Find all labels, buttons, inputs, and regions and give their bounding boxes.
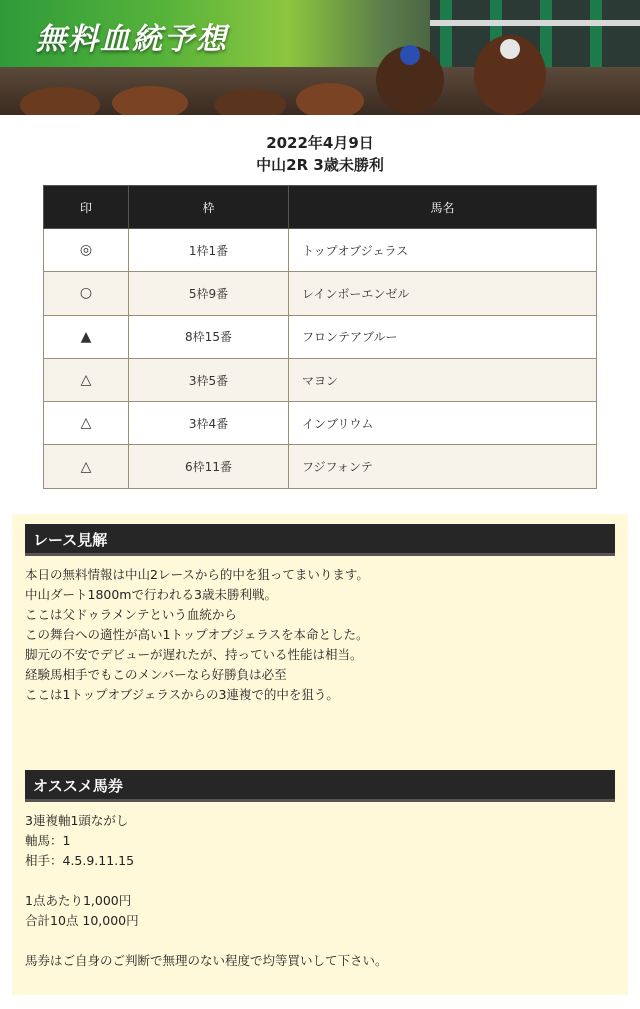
analysis-line: 脚元の不安でデビューが遅れたが、持っている性能は相当。 — [25, 647, 363, 662]
analysis-line: 経験馬相手でもこのメンバーなら好勝負は必至 — [25, 667, 287, 682]
row-waku: 5枠9番 — [129, 272, 289, 315]
banner-title: 無料血統予想 — [36, 22, 228, 57]
ticket-section — [12, 770, 628, 971]
header-waku: 枠 — [129, 186, 289, 229]
header-horse: 馬名 — [289, 186, 597, 229]
ticket-axis: 軸馬：1 — [25, 833, 71, 848]
row-waku: 6枠11番 — [129, 445, 289, 488]
row-waku: 3枠4番 — [129, 402, 289, 445]
ticket-body — [12, 802, 628, 971]
ticket-partners: 相手：4.5.9.11.15 — [25, 853, 135, 868]
row-mark: △ — [44, 402, 129, 445]
analysis-line: この舞台への適性が高い1トップオブジェラスを本命とした。 — [25, 627, 369, 642]
analysis-line: ここは父ドゥラメンテという血統から — [25, 607, 237, 622]
analysis-line: 本日の無料情報は中山2レースから的中を狙ってまいります。 — [25, 567, 369, 582]
analysis-line: 中山ダート1800mで行われる3歳未勝利戦。 — [25, 587, 277, 602]
table-row — [44, 315, 597, 358]
info-panel — [12, 514, 628, 995]
row-mark: ▲ — [44, 315, 129, 358]
race-date: 2022年4月9日 — [266, 134, 374, 152]
row-waku: 8枠15番 — [129, 315, 289, 358]
spacer — [25, 871, 615, 891]
table-row — [44, 402, 597, 445]
analysis-section — [12, 524, 628, 705]
table-row — [44, 445, 597, 488]
analysis-body — [12, 556, 628, 705]
race-name: 中山2R 3歳未勝利 — [256, 156, 384, 174]
table-row — [44, 229, 597, 272]
race-header — [0, 132, 640, 176]
spacer — [25, 931, 615, 951]
ticket-heading: オススメ馬券 — [25, 770, 615, 802]
row-waku: 3枠5番 — [129, 358, 289, 401]
row-horse: トップオブジェラス — [289, 229, 597, 272]
row-horse: インブリウム — [289, 402, 597, 445]
ticket-type: 3連複軸1頭ながし — [25, 813, 129, 828]
row-horse: マヨン — [289, 358, 597, 401]
prediction-table — [43, 185, 597, 489]
ticket-note: 馬券はご自身のご判断で無理のない程度で均等買いして下さい。 — [25, 953, 388, 968]
table-row — [44, 358, 597, 401]
table-header-row — [44, 186, 597, 229]
row-mark: △ — [44, 358, 129, 401]
row-horse: レインボーエンゼル — [289, 272, 597, 315]
row-horse: フジフォンテ — [289, 445, 597, 488]
analysis-heading: レース見解 — [25, 524, 615, 556]
ticket-total: 合計10点 10,000円 — [25, 913, 139, 928]
row-waku: 1枠1番 — [129, 229, 289, 272]
table-row — [44, 272, 597, 315]
row-horse: フロンテアブルー — [289, 315, 597, 358]
ticket-per-point: 1点あたり1,000円 — [25, 893, 132, 908]
header-mark: 印 — [44, 186, 129, 229]
row-mark: ○ — [44, 272, 129, 315]
header-banner — [0, 0, 640, 115]
row-mark: △ — [44, 445, 129, 488]
analysis-line: ここは1トップオブジェラスからの3連複で的中を狙う。 — [25, 687, 339, 702]
row-mark: ◎ — [44, 229, 129, 272]
